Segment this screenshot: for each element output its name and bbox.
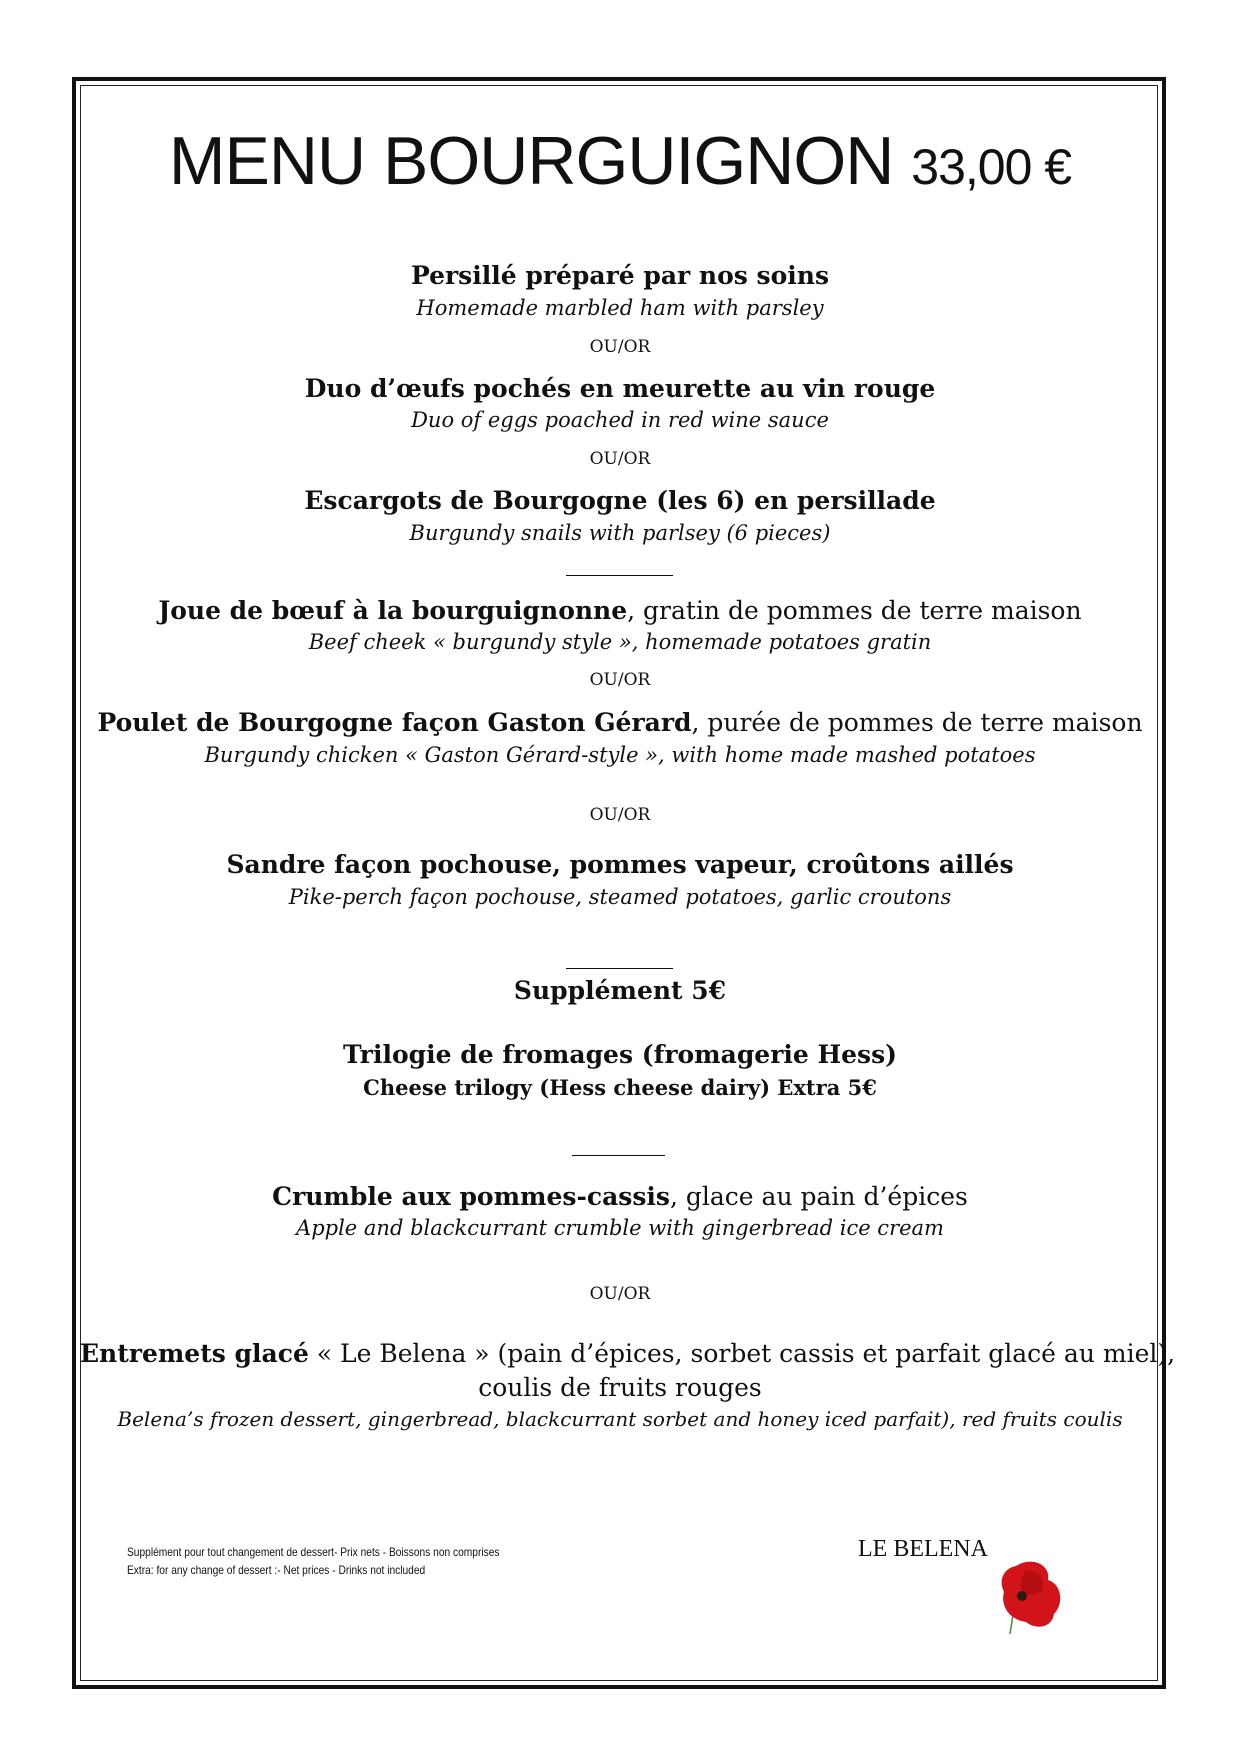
cheese-en: Cheese trilogy (Hess cheese dairy) Extra 5€: [363, 1075, 877, 1100]
menu-price: 33,00 €: [911, 139, 1072, 195]
main-2-fr: [80, 708, 1160, 737]
main-1-name: Joue de bœuf à la bourguignonne: [158, 596, 628, 625]
main-2-name: Poulet de Bourgogne façon Gaston Gérard: [97, 708, 692, 737]
main-3-en: Pike-perch façon pochouse, steamed potatoes, garlic croutons: [288, 885, 952, 909]
section-divider: [572, 1155, 665, 1156]
dessert-2-fr-cont: coulis de fruits rouges: [478, 1373, 762, 1402]
or-separator: OU/OR: [589, 449, 651, 469]
main-1-side: , gratin de pommes de terre maison: [627, 596, 1082, 625]
main-2-side: , purée de pommes de terre maison: [691, 708, 1143, 737]
cheese-supplement: Supplément 5€: [513, 976, 727, 1005]
starter-1-en: Homemade marbled ham with parsley: [416, 296, 824, 320]
or-separator: OU/OR: [589, 670, 651, 690]
section-divider: [566, 575, 673, 576]
or-separator: OU/OR: [589, 337, 651, 357]
footer-note-fr: Supplément pour tout changement de dessert- Prix nets - Boissons non comprises: [127, 1545, 500, 1559]
main-1-fr: [80, 596, 1160, 625]
or-separator: OU/OR: [589, 1284, 651, 1304]
menu-name: MENU BOURGUIGNON: [168, 123, 894, 199]
dessert-1-en: Apple and blackcurrant crumble with gingerbread ice cream: [296, 1216, 944, 1240]
or-separator: OU/OR: [589, 805, 651, 825]
starter-2-en: Duo of eggs poached in red wine sauce: [411, 408, 829, 432]
cheese-fr: Trilogie de fromages (fromagerie Hess): [343, 1040, 897, 1069]
restaurant-brand: LE BELENA: [858, 1536, 988, 1562]
dessert-1-fr: [80, 1182, 1160, 1211]
footer-note-en: Extra: for any change of dessert :- Net prices - Drinks not included: [127, 1563, 426, 1577]
starter-3-en: Burgundy snails with parlsey (6 pieces): [409, 521, 831, 545]
dessert-1-name: Crumble aux pommes-cassis: [272, 1182, 670, 1211]
main-2-en: Burgundy chicken « Gaston Gérard-style », with home made mashed potatoes: [204, 743, 1036, 767]
starter-3-fr: Escargots de Bourgogne (les 6) en persillade: [304, 486, 936, 515]
main-1-en: Beef cheek « burgundy style », homemade potatoes gratin: [308, 630, 932, 654]
main-3-fr: Sandre façon pochouse, pommes vapeur, croûtons aillés: [226, 850, 1014, 879]
menu-title: [0, 122, 1240, 200]
dessert-2-en: Belena’s frozen dessert, gingerbread, blackcurrant sorbet and honey iced parfait), red fruits coulis: [117, 1407, 1123, 1431]
starter-2-fr: Duo d’œufs pochés en meurette au vin rouge: [304, 374, 936, 403]
section-divider: [566, 968, 673, 969]
dessert-2-desc: « Le Belena » (pain d’épices, sorbet cassis et parfait glacé au miel),: [308, 1339, 1176, 1368]
poppy-flower-icon: [996, 1558, 1066, 1634]
dessert-2-fr: [80, 1339, 1176, 1368]
menu-border-inner: [80, 85, 1158, 1681]
dessert-1-side: , glace au pain d’épices: [670, 1182, 968, 1211]
starter-1-fr: Persillé préparé par nos soins: [410, 261, 830, 290]
dessert-2-name: Entremets glacé: [80, 1339, 309, 1368]
